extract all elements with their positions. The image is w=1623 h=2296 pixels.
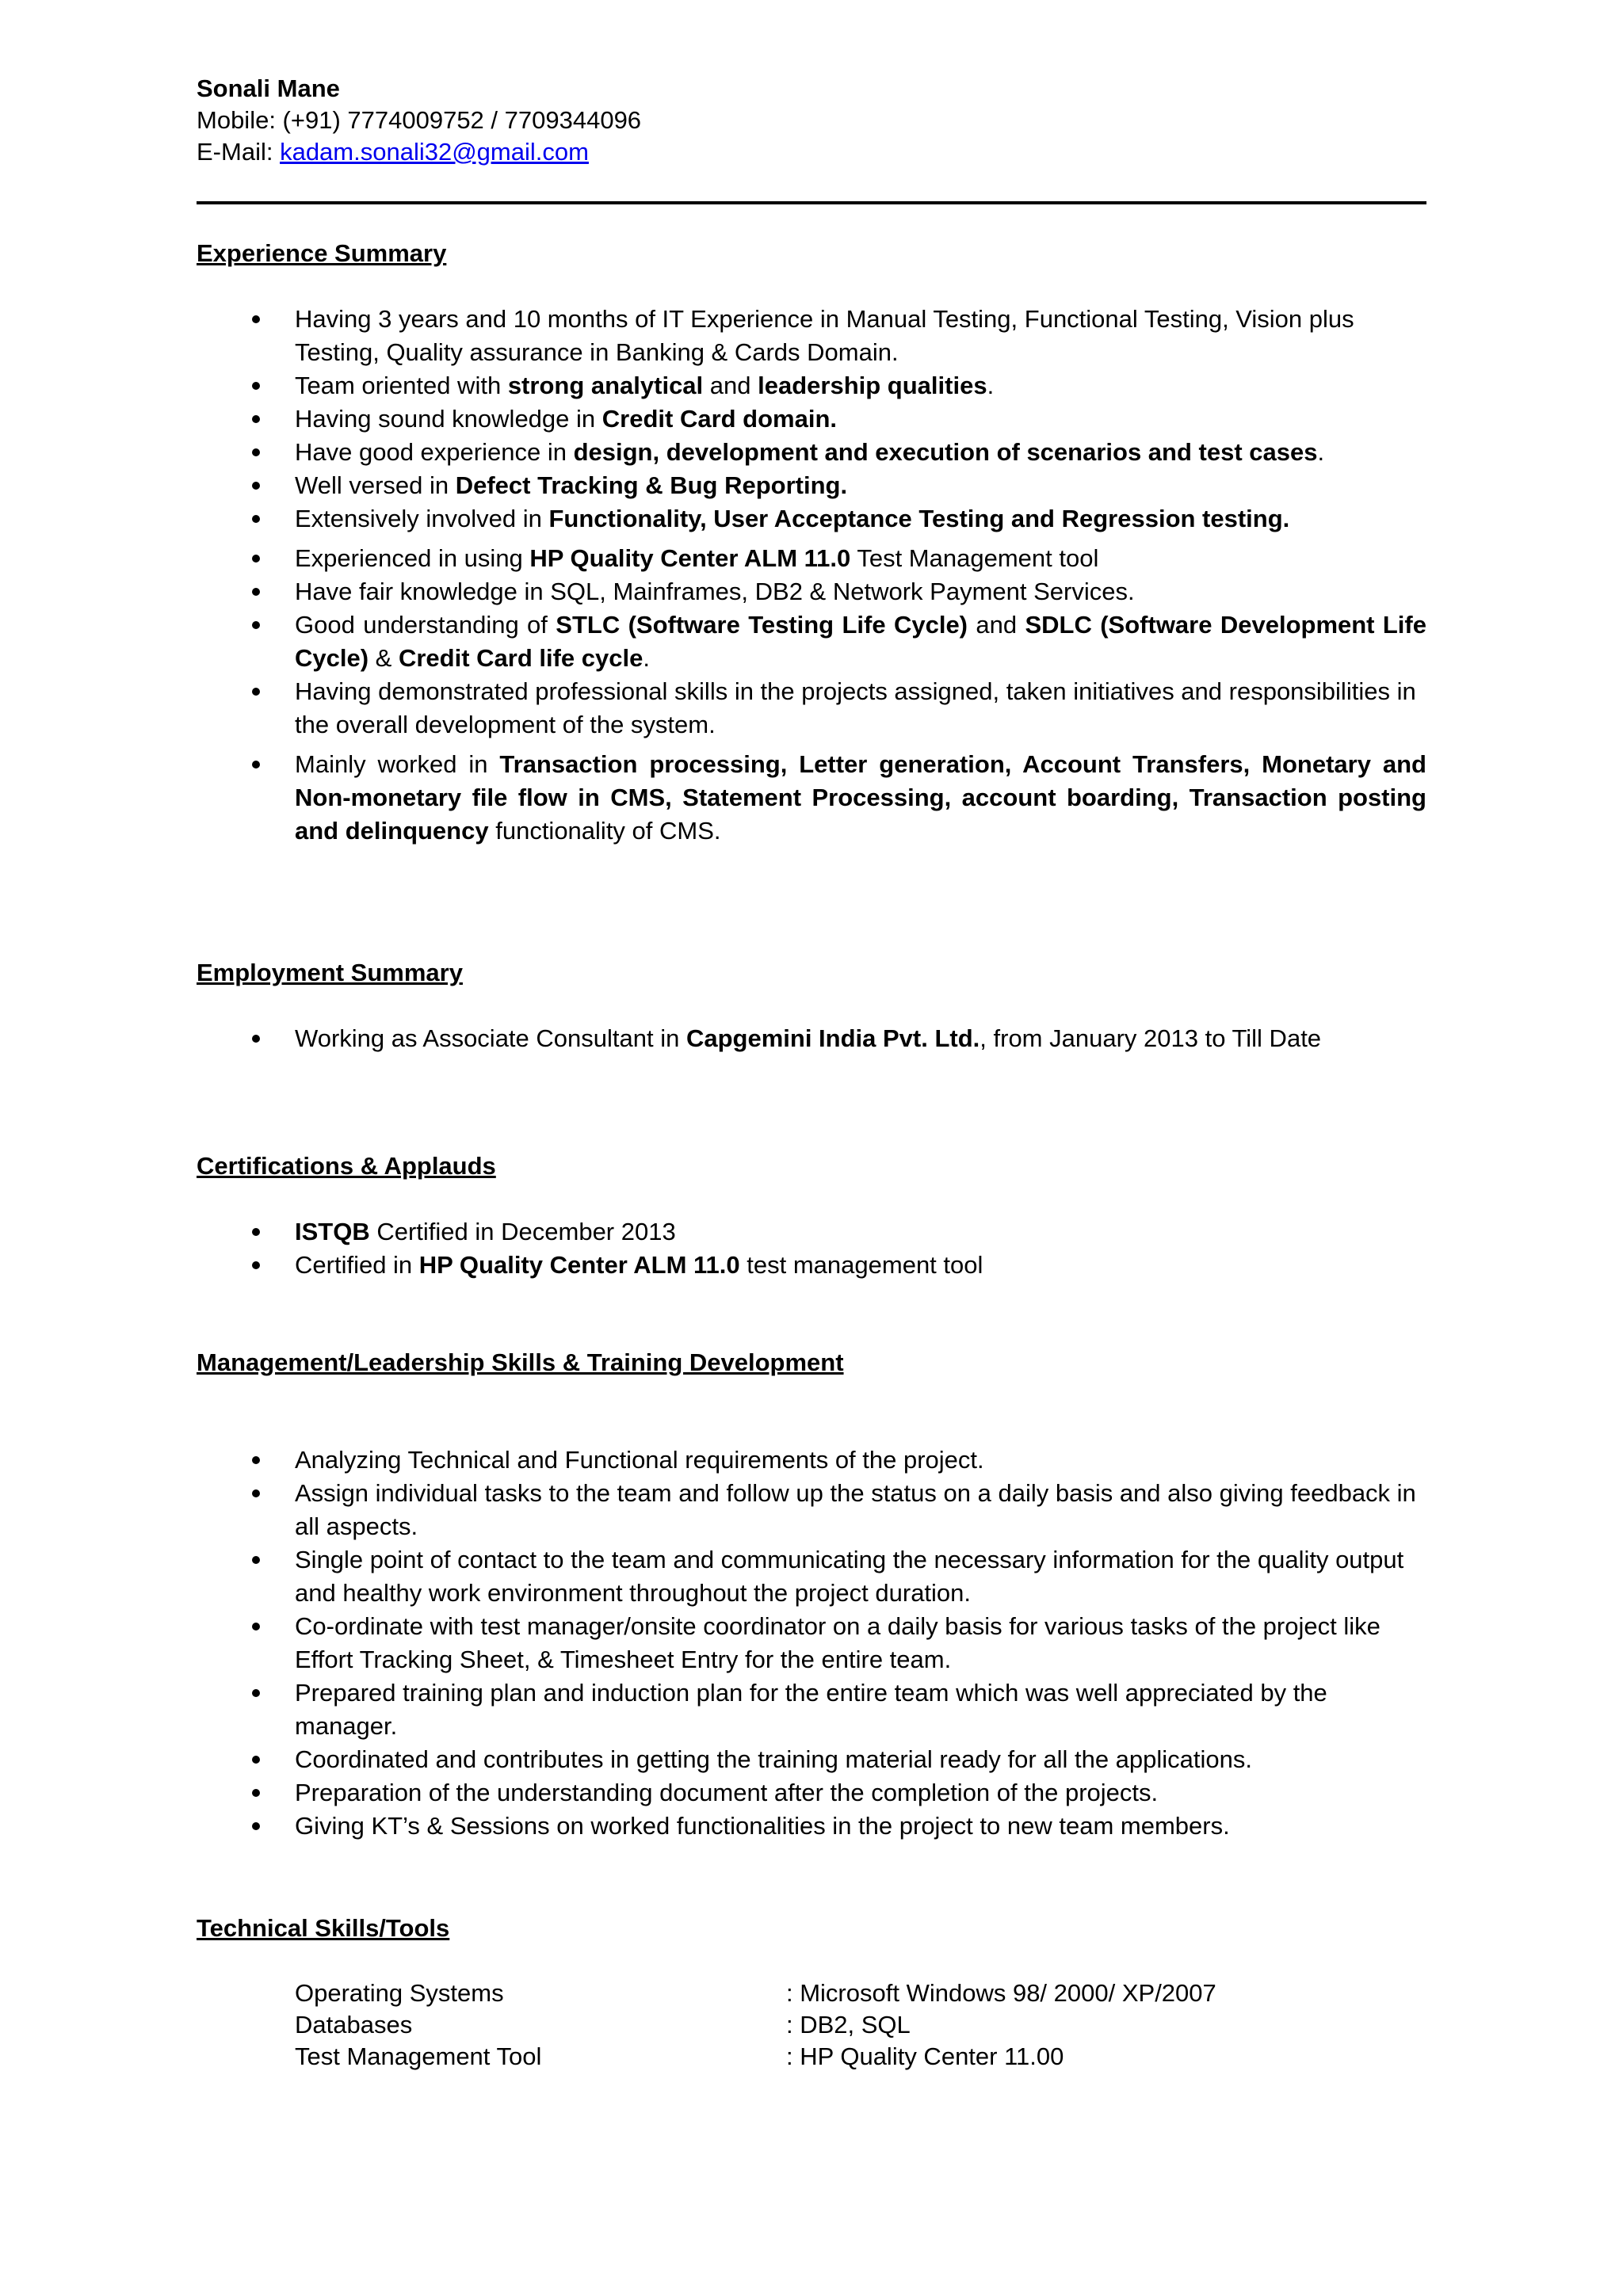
item-bold-text: Transaction processing, Letter generation, Account Transfers, Monetary and Non-monetary file flow in CMS, Statement Processing, account boarding, Transaction posting and delinquency	[295, 750, 1426, 845]
item-text: and	[968, 611, 1025, 639]
list-item	[197, 1444, 1426, 1477]
skills-row	[295, 2041, 1216, 2073]
item-text: Having 3 years and 10 months of IT Experience in Manual Testing, Functional Testing, Vision plus Testing, Quality assurance in Banking & Cards Domain.	[295, 305, 1354, 366]
employment-summary-heading: Employment Summary	[197, 959, 463, 986]
list-item	[197, 369, 1426, 402]
skill-label: Databases	[295, 2011, 413, 2039]
bullet-icon	[252, 1822, 260, 1830]
item-bold-text: Functionality, User Acceptance Testing and Regression testing.	[548, 505, 1290, 532]
item-text: Assign individual tasks to the team and follow up the status on a daily basis and also giving feedback in all aspects.	[295, 1479, 1416, 1540]
bullet-icon	[252, 382, 260, 390]
bullet-icon	[252, 1623, 260, 1630]
list-item	[197, 542, 1426, 575]
skills-row	[295, 1978, 1216, 2009]
item-bold-text: STLC (Software Testing Life Cycle)	[556, 611, 968, 639]
item-bold-text: Capgemini India Pvt. Ltd.	[685, 1024, 980, 1052]
list-item	[197, 469, 1426, 502]
item-text: &	[369, 644, 399, 672]
skills-row	[295, 2009, 1216, 2041]
certifications-heading: Certifications & Applauds	[197, 1152, 496, 1180]
mobile-label: Mobile:	[197, 106, 283, 134]
list-item	[197, 303, 1426, 369]
skill-value: : DB2, SQL	[786, 2011, 911, 2039]
list-item	[197, 1022, 1426, 1055]
bullet-icon	[252, 1228, 260, 1236]
item-text: Having demonstrated professional skills in the projects assigned, taken initiatives and responsibilities in the overall development of the system.	[295, 677, 1416, 738]
item-text: , from January 2013 to Till Date	[980, 1024, 1322, 1052]
skill-label: Test Management Tool	[295, 2042, 542, 2070]
bullet-icon	[252, 448, 260, 456]
email-link[interactable]: kadam.sonali32@gmail.com	[280, 138, 589, 166]
contact-header	[197, 73, 641, 168]
list-item	[197, 1610, 1426, 1676]
item-text: and	[703, 372, 758, 399]
bullet-icon	[252, 1556, 260, 1564]
certifications-list	[197, 1215, 1426, 1282]
employment-list	[197, 1022, 1426, 1055]
bullet-icon	[252, 415, 260, 423]
item-text: Working as Associate Consultant in	[295, 1024, 686, 1052]
list-item	[197, 402, 1426, 436]
item-bold-text: HP Quality Center ALM 11.0	[529, 544, 851, 572]
bullet-icon	[252, 588, 260, 596]
item-bold-text: Credit Card domain.	[601, 405, 838, 433]
item-bold-text: SDLC (Software Development Life Cycle)	[295, 611, 1426, 672]
list-item	[197, 1477, 1426, 1543]
item-bold-text: Credit Card life cycle	[398, 644, 643, 672]
item-text: Good understanding of	[295, 611, 556, 639]
item-text: Certified in December 2013	[369, 1218, 676, 1245]
item-text: .	[1317, 438, 1325, 466]
item-bold-text: HP Quality Center ALM 11.0	[418, 1251, 740, 1279]
bullet-icon	[252, 1035, 260, 1043]
item-text: test management tool	[739, 1251, 983, 1279]
list-item	[197, 575, 1426, 608]
technical-skills-table	[295, 1978, 1216, 2073]
bullet-icon	[252, 1489, 260, 1497]
list-item	[197, 1215, 1426, 1249]
list-item	[197, 675, 1426, 742]
list-item	[197, 1676, 1426, 1743]
item-text: Team oriented with	[295, 372, 508, 399]
item-text: Test Management tool	[850, 544, 1099, 572]
skill-value: : Microsoft Windows 98/ 2000/ XP/2007	[786, 1979, 1216, 2007]
list-item	[197, 748, 1426, 848]
list-item	[197, 502, 1426, 536]
email-label: E-Mail:	[197, 138, 281, 166]
mobile-line	[197, 105, 641, 136]
bullet-icon	[252, 1456, 260, 1464]
experience-summary-heading: Experience Summary	[197, 239, 447, 267]
bullet-icon	[252, 1689, 260, 1697]
bullet-icon	[252, 315, 260, 323]
email-line	[197, 136, 641, 168]
item-text: Have fair knowledge in SQL, Mainframes, DB2 & Network Payment Services.	[295, 578, 1135, 605]
item-text: Analyzing Technical and Functional requirements of the project.	[295, 1446, 984, 1474]
management-list	[197, 1444, 1426, 1843]
item-text: Prepared training plan and induction plan for the entire team which was well appreciated by the manager.	[295, 1679, 1327, 1740]
item-bold-text: design, development and execution of scenarios and test cases	[573, 438, 1318, 466]
list-item	[197, 1776, 1426, 1810]
bullet-icon	[252, 761, 260, 769]
bullet-icon	[252, 515, 260, 523]
item-bold-text: strong analytical	[507, 372, 704, 399]
item-bold-text: Defect Tracking & Bug Reporting.	[455, 471, 848, 499]
bullet-icon	[252, 621, 260, 629]
item-text: Giving KT’s & Sessions on worked functionalities in the project to new team members.	[295, 1812, 1230, 1840]
bullet-icon	[252, 555, 260, 563]
item-bold-text: leadership qualities	[758, 372, 987, 399]
bullet-icon	[252, 1789, 260, 1797]
item-text: Have good experience in	[295, 438, 574, 466]
skill-label: Operating Systems	[295, 1979, 504, 2007]
item-text: .	[643, 644, 650, 672]
header-divider	[197, 201, 1426, 204]
list-item	[197, 608, 1426, 675]
item-text: Single point of contact to the team and communicating the necessary information for the quality output and healthy work environment throughout the project duration.	[295, 1546, 1404, 1607]
bullet-icon	[252, 1261, 260, 1269]
bullet-icon	[252, 688, 260, 696]
item-text: Having sound knowledge in	[295, 405, 602, 433]
item-text: .	[987, 372, 995, 399]
technical-skills-heading: Technical Skills/Tools	[197, 1914, 450, 1942]
list-item	[197, 1249, 1426, 1282]
item-text: Co-ordinate with test manager/onsite coordinator on a daily basis for various tasks of the project like Effort Tracking Sheet, & Timesheet Entry for the entire team.	[295, 1612, 1381, 1673]
list-item	[197, 1810, 1426, 1843]
list-item	[197, 1743, 1426, 1776]
item-text: Mainly worked in	[295, 750, 500, 778]
item-text: Coordinated and contributes in getting the training material ready for all the applications.	[295, 1745, 1253, 1773]
bullet-icon	[252, 1756, 260, 1764]
management-skills-heading: Management/Leadership Skills & Training Development	[197, 1348, 844, 1376]
list-item	[197, 1543, 1426, 1610]
item-text: functionality of CMS.	[488, 817, 721, 845]
bullet-icon	[252, 482, 260, 490]
item-text: Experienced in using	[295, 544, 530, 572]
item-text: Preparation of the understanding document after the completion of the projects.	[295, 1779, 1159, 1806]
item-text: Well versed in	[295, 471, 456, 499]
skill-value: : HP Quality Center 11.00	[786, 2042, 1064, 2070]
candidate-name: Sonali Mane	[197, 74, 340, 102]
item-text: Extensively involved in	[295, 505, 549, 532]
experience-list	[197, 303, 1426, 848]
item-bold-text: ISTQB	[295, 1218, 370, 1245]
list-item	[197, 436, 1426, 469]
mobile-number: (+91) 7774009752 / 7709344096	[282, 106, 642, 134]
item-text: Certified in	[295, 1251, 419, 1279]
